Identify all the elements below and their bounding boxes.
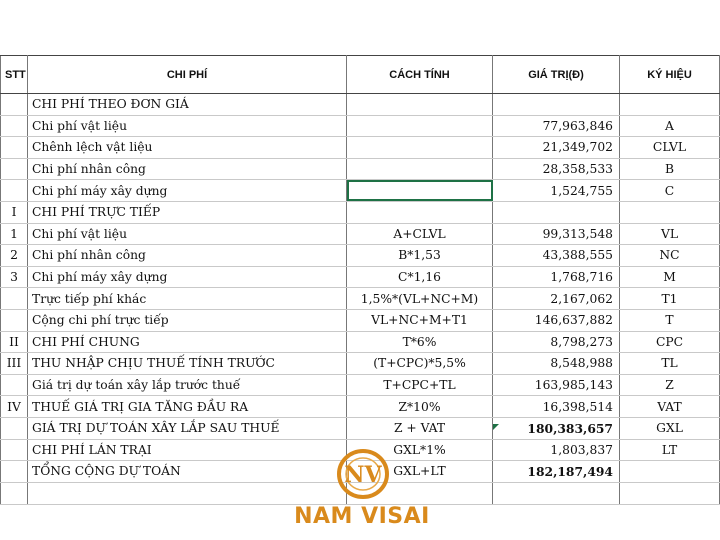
cell-cost[interactable]: CHI PHÍ CHUNG xyxy=(28,331,347,353)
nam-visai-logo xyxy=(272,448,452,532)
logo-monogram: NV xyxy=(344,462,382,488)
cell-value[interactable]: 1,768,716 xyxy=(493,266,620,288)
cell-cost[interactable]: Chi phí máy xây dựng xyxy=(28,266,347,288)
table-body xyxy=(1,94,720,505)
cell-cost[interactable]: Giá trị dự toán xây lắp trước thuế xyxy=(28,374,347,396)
cell-symbol[interactable]: T xyxy=(620,309,720,331)
cell-stt[interactable] xyxy=(1,180,28,202)
cell-stt[interactable] xyxy=(1,158,28,180)
cell-symbol[interactable]: T1 xyxy=(620,288,720,310)
cell-symbol[interactable]: VL xyxy=(620,223,720,245)
cell-method[interactable] xyxy=(347,180,493,202)
cell-method[interactable]: 1,5%*(VL+NC+M) xyxy=(347,288,493,310)
cell-symbol[interactable] xyxy=(620,482,720,504)
header-row xyxy=(1,56,720,94)
cell-symbol[interactable]: LT xyxy=(620,439,720,461)
cell-symbol[interactable]: C xyxy=(620,180,720,202)
logo-text: NAM VISAI xyxy=(294,504,430,529)
cell-stt[interactable]: II xyxy=(1,331,28,353)
table-row xyxy=(1,137,720,159)
cell-stt[interactable] xyxy=(1,137,28,159)
header-value[interactable]: GIÁ TRỊ(Đ) xyxy=(493,56,620,94)
cell-stt[interactable]: IV xyxy=(1,396,28,418)
cell-cost[interactable]: Chi phí máy xây dựng xyxy=(28,180,347,202)
cell-method[interactable]: T+CPC+TL xyxy=(347,374,493,396)
cell-value[interactable]: 8,548,988 xyxy=(493,353,620,375)
cell-symbol[interactable] xyxy=(620,94,720,116)
cell-method[interactable]: T*6% xyxy=(347,331,493,353)
table-row xyxy=(1,245,720,267)
cell-value[interactable]: 16,398,514 xyxy=(493,396,620,418)
cell-cost[interactable]: CHI PHÍ LÁN TRẠI xyxy=(28,439,347,461)
cell-value[interactable] xyxy=(493,94,620,116)
table-row xyxy=(1,158,720,180)
cell-value[interactable]: 1,524,755 xyxy=(493,180,620,202)
cell-stt[interactable]: 2 xyxy=(1,245,28,267)
cell-cost[interactable]: THUẾ GIÁ TRỊ GIA TĂNG ĐẦU RA xyxy=(28,396,347,418)
cell-value[interactable]: 28,358,533 xyxy=(493,158,620,180)
cell-cost[interactable]: Chi phí nhân công xyxy=(28,245,347,267)
cell-stt[interactable] xyxy=(1,288,28,310)
cell-value[interactable]: 2,167,062 xyxy=(493,288,620,310)
cell-symbol[interactable]: Z xyxy=(620,374,720,396)
cell-value[interactable] xyxy=(493,482,620,504)
cost-estimate-table xyxy=(0,55,720,505)
cell-stt[interactable] xyxy=(1,374,28,396)
cell-symbol[interactable]: GXL xyxy=(620,417,720,439)
cell-method[interactable]: B*1,53 xyxy=(347,245,493,267)
cell-stt[interactable] xyxy=(1,482,28,504)
cell-method[interactable]: VL+NC+M+T1 xyxy=(347,309,493,331)
cell-method[interactable]: (T+CPC)*5,5% xyxy=(347,353,493,375)
cell-value[interactable] xyxy=(493,201,620,223)
cell-method[interactable]: Z*10% xyxy=(347,396,493,418)
cell-stt[interactable]: 1 xyxy=(1,223,28,245)
cell-method[interactable] xyxy=(347,158,493,180)
cell-method[interactable] xyxy=(347,115,493,137)
table-row xyxy=(1,266,720,288)
cell-symbol[interactable]: CLVL xyxy=(620,137,720,159)
cell-cost[interactable]: Chi phí nhân công xyxy=(28,158,347,180)
cell-stt[interactable]: I xyxy=(1,201,28,223)
cell-value[interactable]: 43,388,555 xyxy=(493,245,620,267)
cell-value[interactable]: 163,985,143 xyxy=(493,374,620,396)
cell-value[interactable]: 182,187,494 xyxy=(493,461,620,483)
cell-symbol[interactable]: B xyxy=(620,158,720,180)
table-row xyxy=(1,223,720,245)
table-row xyxy=(1,115,720,137)
cell-stt[interactable]: 3 xyxy=(1,266,28,288)
header-cost[interactable]: CHI PHÍ xyxy=(28,56,347,94)
cell-cost[interactable]: TỔNG CỘNG DỰ TOÁN xyxy=(28,461,347,483)
cell-method[interactable]: Z + VAT xyxy=(347,417,493,439)
cell-method[interactable] xyxy=(347,94,493,116)
table-row xyxy=(1,374,720,396)
cell-stt[interactable] xyxy=(1,439,28,461)
cell-symbol[interactable]: M xyxy=(620,266,720,288)
header-method[interactable]: CÁCH TÍNH xyxy=(347,56,493,94)
cell-cost[interactable]: CHI PHÍ THEO ĐƠN GIÁ xyxy=(28,94,347,116)
cell-cost[interactable]: CHI PHÍ TRỰC TIẾP xyxy=(28,201,347,223)
table-row xyxy=(1,417,720,439)
table-row xyxy=(1,331,720,353)
table-row xyxy=(1,288,720,310)
cell-value[interactable]: 8,798,273 xyxy=(493,331,620,353)
cell-value[interactable]: 180,383,657 xyxy=(493,417,620,439)
cell-symbol[interactable]: CPC xyxy=(620,331,720,353)
cell-comment-marker xyxy=(493,424,499,430)
header-symbol[interactable]: KÝ HIỆU xyxy=(620,56,720,94)
table-row xyxy=(1,309,720,331)
cell-value[interactable]: 1,803,837 xyxy=(493,439,620,461)
cell-value[interactable]: 77,963,846 xyxy=(493,115,620,137)
cell-stt[interactable] xyxy=(1,309,28,331)
cell-stt[interactable] xyxy=(1,461,28,483)
cell-symbol[interactable] xyxy=(620,461,720,483)
nv-monogram-icon xyxy=(334,448,392,500)
cell-stt[interactable] xyxy=(1,94,28,116)
cell-value[interactable]: 146,637,882 xyxy=(493,309,620,331)
cell-cost[interactable]: Chi phí vật liệu xyxy=(28,223,347,245)
cell-method[interactable]: C*1,16 xyxy=(347,266,493,288)
cell-symbol[interactable]: A xyxy=(620,115,720,137)
cell-symbol[interactable]: NC xyxy=(620,245,720,267)
cell-cost[interactable]: Chênh lệch vật liệu xyxy=(28,137,347,159)
cell-stt[interactable] xyxy=(1,115,28,137)
table-row xyxy=(1,353,720,375)
cell-stt[interactable] xyxy=(1,417,28,439)
cell-cost[interactable]: Chi phí vật liệu xyxy=(28,115,347,137)
cell-method[interactable] xyxy=(347,201,493,223)
cell-method[interactable]: GXL*1% xyxy=(347,439,493,461)
cell-cost[interactable]: Trực tiếp phí khác xyxy=(28,288,347,310)
cell-method[interactable]: GXL+LT xyxy=(347,461,493,483)
header-stt[interactable]: STT xyxy=(1,56,28,94)
spreadsheet xyxy=(0,55,720,490)
cell-method[interactable] xyxy=(347,137,493,159)
table-row xyxy=(1,94,720,116)
table-row xyxy=(1,201,720,223)
cell-symbol[interactable]: VAT xyxy=(620,396,720,418)
cell-symbol[interactable]: TL xyxy=(620,353,720,375)
cell-cost[interactable]: THU NHẬP CHỊU THUẾ TÍNH TRƯỚC xyxy=(28,353,347,375)
cell-method[interactable]: A+CLVL xyxy=(347,223,493,245)
cell-symbol[interactable] xyxy=(620,201,720,223)
cell-value[interactable]: 21,349,702 xyxy=(493,137,620,159)
table-row xyxy=(1,180,720,202)
cell-value[interactable]: 99,313,548 xyxy=(493,223,620,245)
cell-cost[interactable]: Cộng chi phí trực tiếp xyxy=(28,309,347,331)
cell-stt[interactable]: III xyxy=(1,353,28,375)
cell-cost[interactable]: GIÁ TRỊ DỰ TOÁN XÂY LẮP SAU THUẾ xyxy=(28,417,347,439)
table-row xyxy=(1,396,720,418)
